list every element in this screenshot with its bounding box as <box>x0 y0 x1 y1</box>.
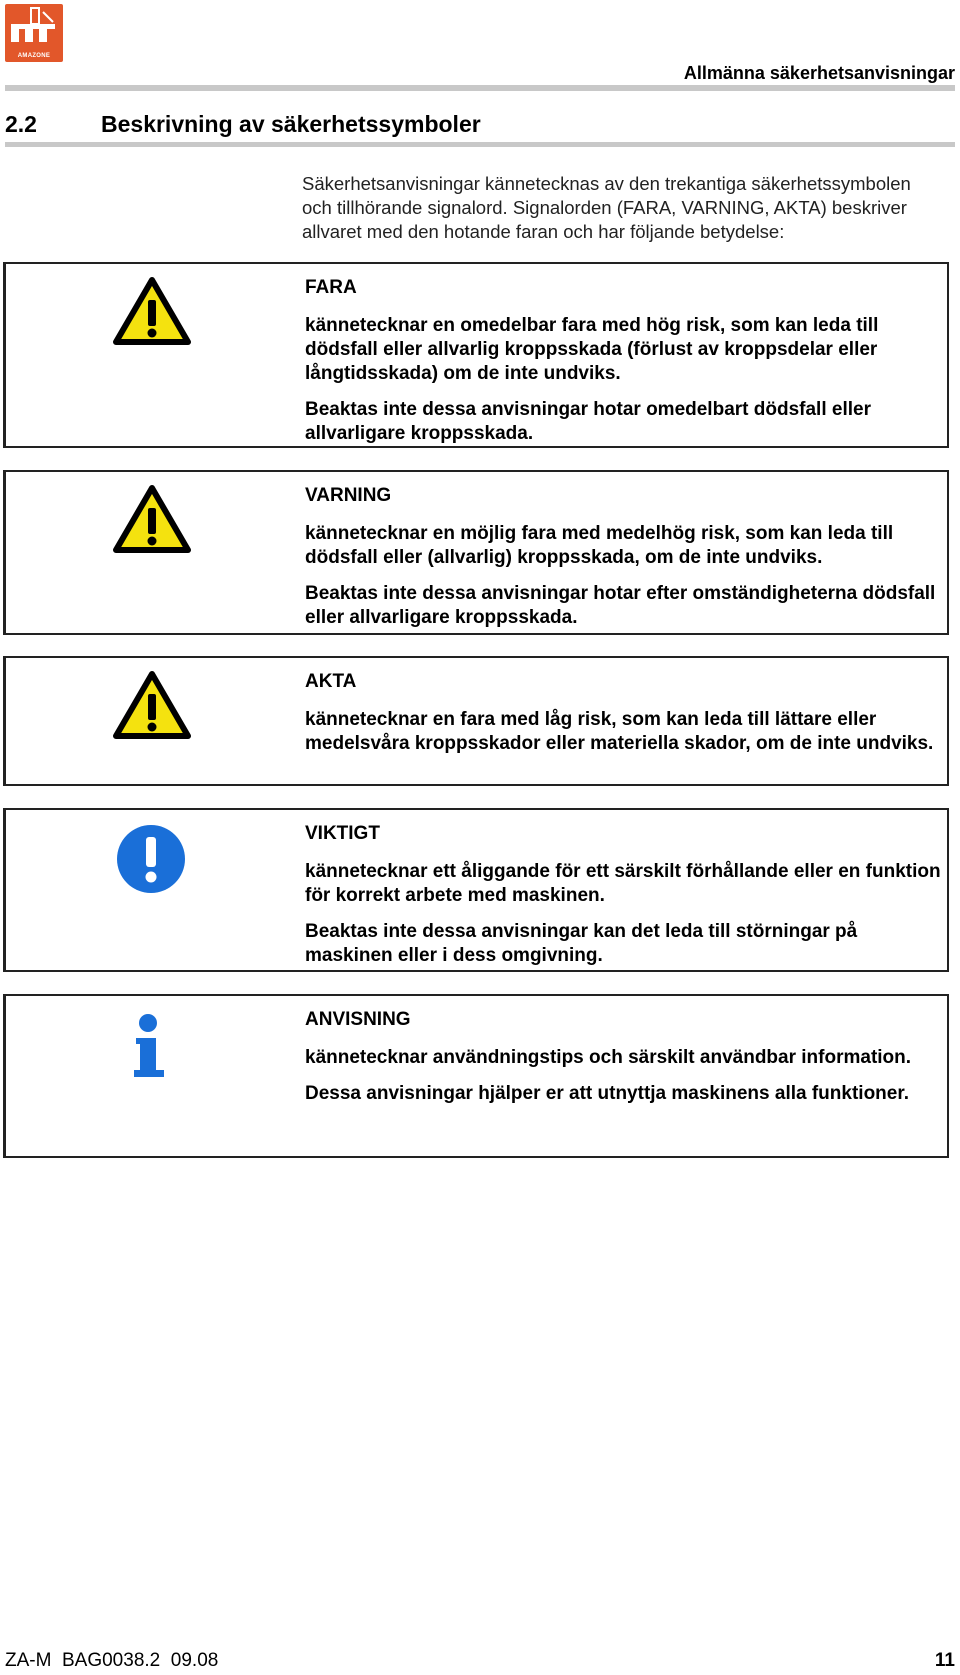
signal-box-fara <box>3 262 949 448</box>
intro-paragraph: Säkerhetsanvisningar kännetecknas av den trekantiga säkerhetssymbolen och tillhörande signalord. Signalorden (FARA, VARNING, AKTA) beskriver allvaret med den hotande faran och har följande betydelse: <box>302 173 911 242</box>
signal-description: kännetecknar en möjlig fara med medelhög risk, som kan leda till dödsfall eller (allvarlig) kroppsskada, om de inte undviks. <box>305 523 894 568</box>
section-divider <box>5 142 955 147</box>
exclamation-circle-icon <box>116 824 186 894</box>
section-number: 2.2 <box>5 111 37 137</box>
signal-word: AKTA <box>305 671 357 692</box>
signal-word: FARA <box>305 277 357 298</box>
signal-word: VIKTIGT <box>305 823 380 844</box>
signal-box-viktigt <box>3 808 949 972</box>
signal-box-anvisning <box>3 994 949 1158</box>
header-divider <box>5 85 955 91</box>
signal-word: VARNING <box>305 485 392 506</box>
signal-description: kännetecknar en fara med låg risk, som kan leda till lättare eller medelsvåra kroppsskador eller materiella skador, om de inte undviks. <box>305 709 934 754</box>
signal-word: ANVISNING <box>305 1009 411 1030</box>
logo-emblem-icon <box>5 4 63 52</box>
section-title: Beskrivning av säkerhetssymboler <box>101 111 481 137</box>
signal-description: kännetecknar ett åliggande för ett särskilt förhållande eller en funktion för korrekt arbete med maskinen. <box>305 861 941 906</box>
page-number: 11 <box>934 1650 955 1671</box>
signal-consequence: Beaktas inte dessa anvisningar hotar efter omständigheterna dödsfall eller allvarligare kroppsskada. <box>305 583 936 628</box>
signal-description: kännetecknar en omedelbar fara med hög risk, som kan leda till dödsfall eller allvarlig kroppsskada (förlust av kroppsdelar eller långtidsskada) om de inte undviks. <box>305 315 879 384</box>
signal-box-varning <box>3 470 949 635</box>
warning-triangle-icon <box>112 484 192 556</box>
info-icon <box>130 1014 166 1078</box>
document-id: ZA-M BAG0038.2 09.08 <box>5 1650 219 1671</box>
signal-consequence: Beaktas inte dessa anvisningar kan det leda till störningar på maskinen eller i dess omgivning. <box>305 921 858 966</box>
warning-triangle-icon <box>112 670 192 742</box>
signal-consequence: Dessa anvisningar hjälper er att utnyttja maskinens alla funktioner. <box>305 1083 909 1104</box>
signal-consequence: Beaktas inte dessa anvisningar hotar omedelbart dödsfall eller allvarligare kroppsskada. <box>305 399 871 444</box>
signal-description: kännetecknar användningstips och särskilt användbar information. <box>305 1047 912 1068</box>
page-header-title: Allmänna säkerhetsanvisningar <box>683 63 955 83</box>
logo-text: AMAZONE <box>17 53 51 59</box>
amazone-logo <box>5 4 63 62</box>
warning-triangle-icon <box>112 276 192 348</box>
signal-box-akta <box>3 656 949 786</box>
